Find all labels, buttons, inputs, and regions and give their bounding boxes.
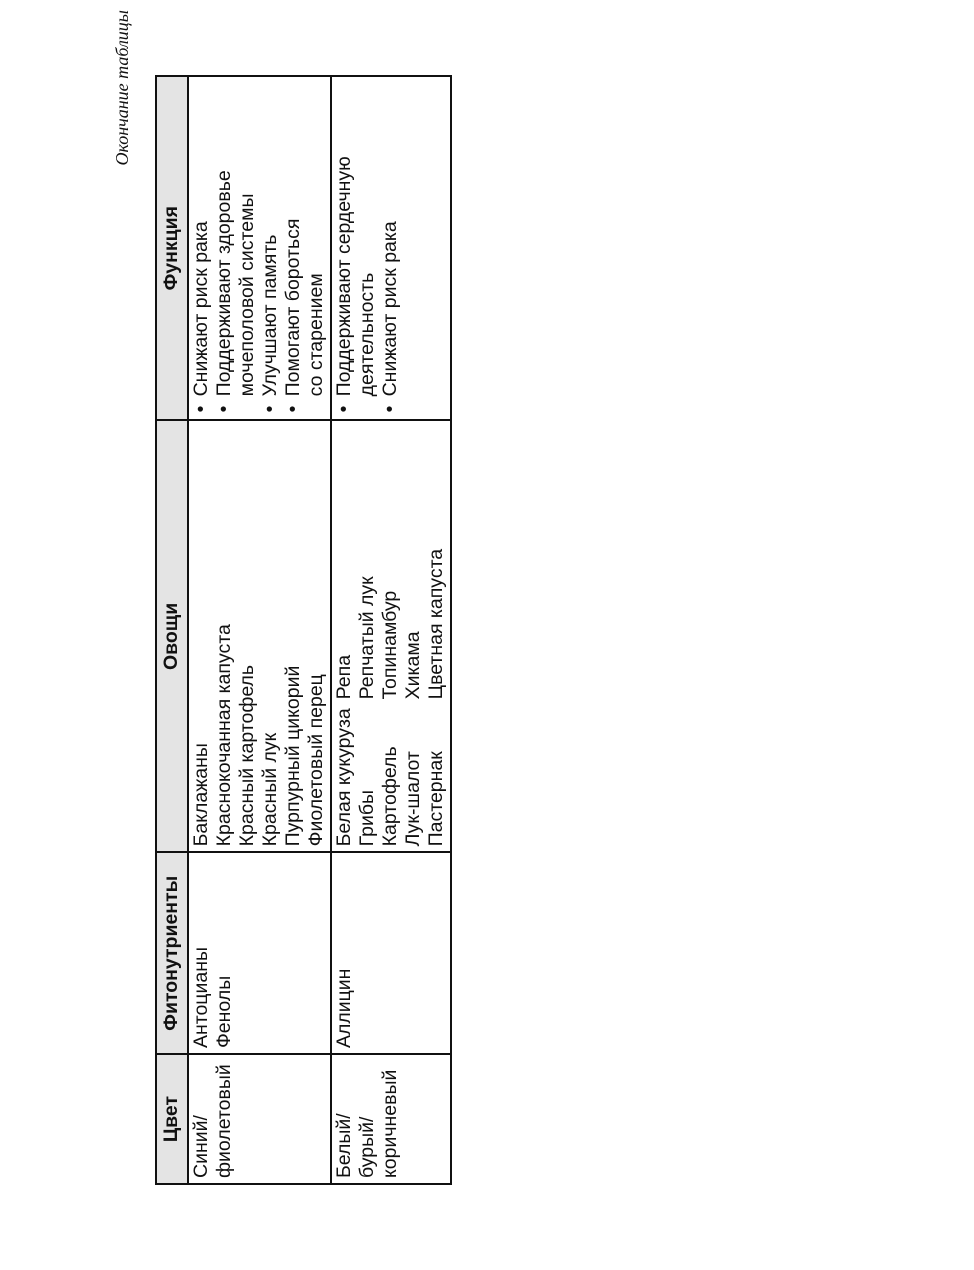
phytonutrient-table <box>155 75 452 1185</box>
vegetable-item: Топинамбур <box>379 590 401 700</box>
vegetable-item: Баклажаны <box>190 743 212 847</box>
function-list <box>333 83 402 414</box>
vegetable-item: Грибы <box>356 789 378 847</box>
table-body <box>188 76 451 1184</box>
header-phytonutrients: Фитонутриенты <box>156 852 188 1054</box>
function-line: Поддерживают здоровье <box>213 170 235 397</box>
vegetable-column <box>190 624 328 846</box>
function-line: деятельность <box>356 272 378 397</box>
function-item <box>379 83 402 414</box>
function-item <box>190 83 213 414</box>
color-line: бурый/ <box>356 1116 378 1178</box>
cell-color <box>331 1054 451 1184</box>
header-color: Цвет <box>156 1054 188 1184</box>
vegetable-item: Репчатый лук <box>356 576 378 700</box>
vegetable-item: Пастернак <box>425 751 447 847</box>
vegetable-column <box>333 699 448 846</box>
phytonutrient-line: Антоцианы <box>190 947 212 1049</box>
function-item <box>213 83 259 414</box>
bullet-icon: • <box>379 405 401 413</box>
bullet-icon: • <box>333 405 355 413</box>
phytonutrient-line: Фенолы <box>213 975 235 1049</box>
continuation-label: Окончание таблицы <box>112 10 132 166</box>
function-line: Улучшают память <box>259 234 281 397</box>
color-line: Белый/ <box>333 1113 355 1178</box>
vegetable-item: Хикама <box>402 631 424 700</box>
header-vegetables: Овощи <box>156 420 188 852</box>
function-line: Поддерживают сердечную <box>333 156 355 397</box>
cell-function <box>188 76 331 420</box>
function-item <box>282 83 328 414</box>
function-line: Снижают риск рака <box>190 221 212 397</box>
cell-vegetables <box>331 420 451 852</box>
function-line: со старением <box>305 273 327 397</box>
header-function: Функция <box>156 76 188 420</box>
vegetable-item: Фиолетовый перец <box>305 674 327 847</box>
vegetable-item: Краснокочанная капуста <box>213 624 235 847</box>
function-line: мочеполовой системы <box>236 193 258 397</box>
function-item <box>333 83 379 414</box>
vegetable-item: Репа <box>333 654 355 700</box>
color-line: фиолетовый <box>213 1064 235 1178</box>
vegetable-item: Цветная капуста <box>425 548 447 700</box>
bullet-icon: • <box>190 405 212 413</box>
cell-function <box>331 76 451 420</box>
vegetable-item: Красный картофель <box>236 664 258 847</box>
vegetable-item: Белая кукуруза <box>333 708 355 847</box>
cell-color <box>188 1054 331 1184</box>
vegetable-item: Красный лук <box>259 732 281 847</box>
vegetable-item: Лук-шалот <box>402 751 424 847</box>
vegetable-column <box>333 549 448 700</box>
function-item <box>259 83 282 414</box>
bullet-icon: • <box>282 405 304 413</box>
color-line: коричневый <box>379 1069 401 1178</box>
cell-phytonutrients <box>188 852 331 1054</box>
table-row <box>188 76 331 1184</box>
vegetable-columns <box>190 427 328 846</box>
table-row <box>331 76 451 1184</box>
phytonutrient-line: Аллицин <box>333 968 355 1049</box>
vegetable-columns <box>333 427 448 846</box>
bullet-icon: • <box>259 405 281 413</box>
function-list <box>190 83 328 414</box>
cell-phytonutrients <box>331 852 451 1054</box>
vegetable-item: Пурпурный цикорий <box>282 665 304 847</box>
cell-vegetables <box>188 420 331 852</box>
table-header-row <box>156 76 188 1184</box>
function-line: Помогают бороться <box>282 218 304 397</box>
vegetable-item: Картофель <box>379 746 401 847</box>
color-line: Синий/ <box>190 1115 212 1178</box>
function-line: Снижают риск рака <box>379 221 401 397</box>
bullet-icon: • <box>213 405 235 413</box>
